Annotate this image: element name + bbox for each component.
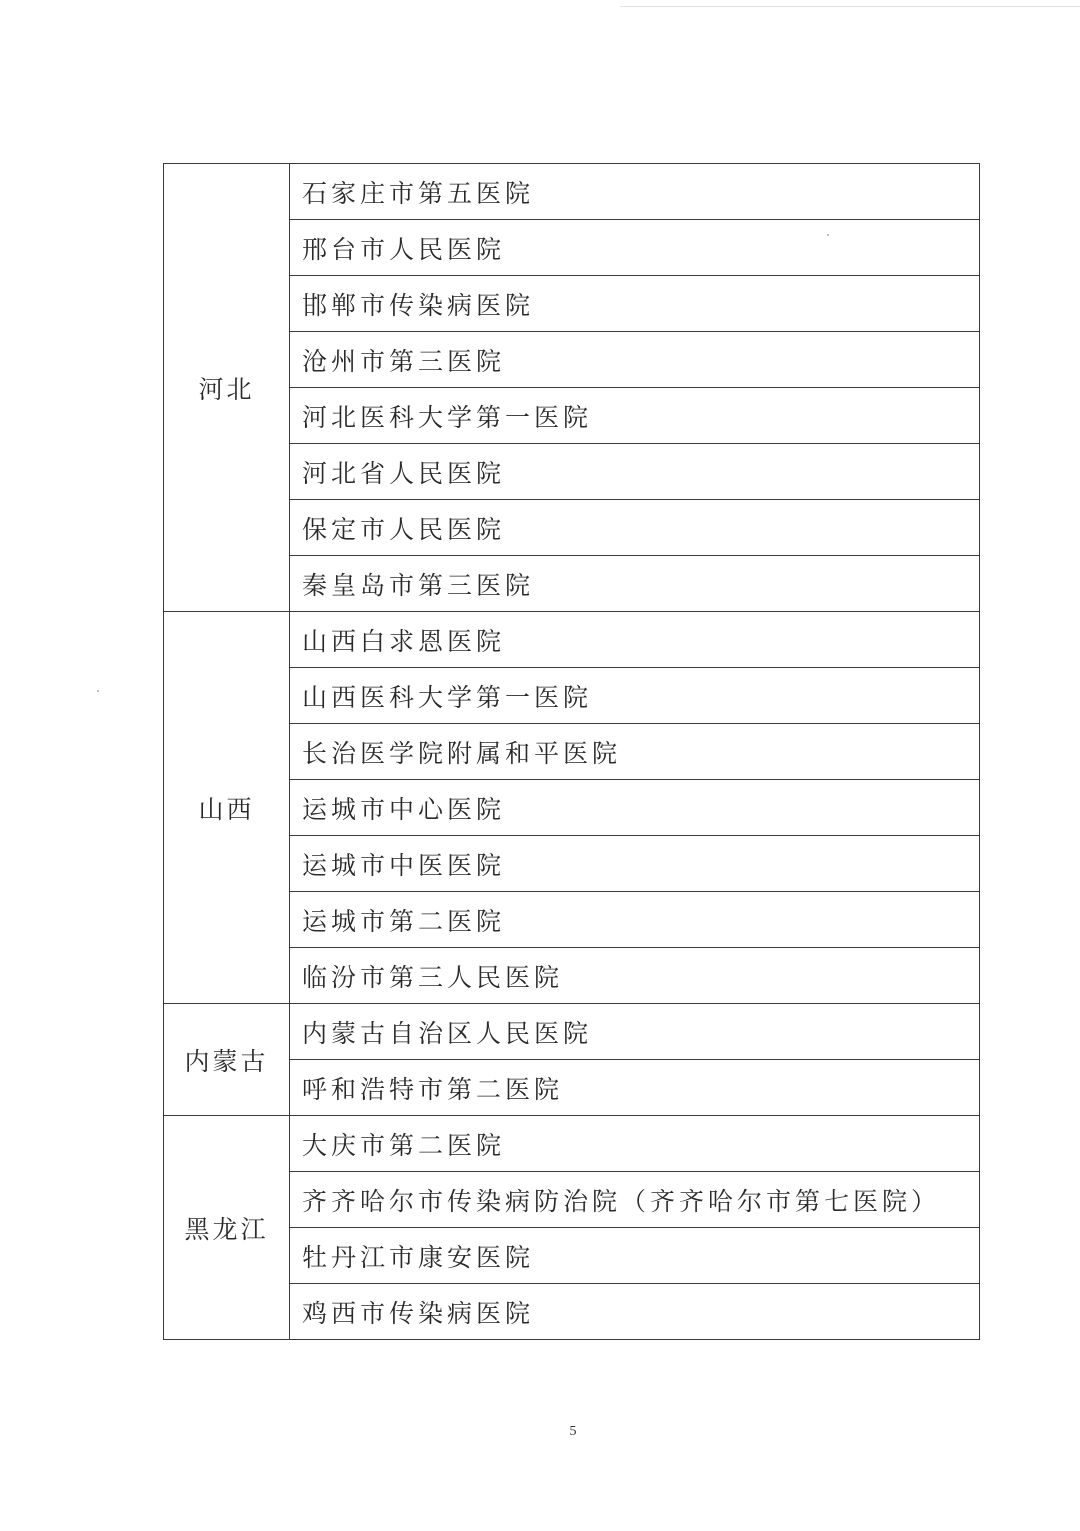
province-cell-heilongjiang: 黑龙江 — [164, 1116, 290, 1340]
hospital-name-cell: 临汾市第三人民医院 — [290, 948, 980, 1004]
hospital-name-cell: 运城市中医医院 — [290, 836, 980, 892]
hospital-name-cell: 内蒙古自治区人民医院 — [290, 1004, 980, 1060]
scan-top-edge-line — [620, 6, 1080, 7]
hospital-list-table — [163, 163, 980, 1340]
hospital-name-cell: 长治医学院附属和平医院 — [290, 724, 980, 780]
page-number: 5 — [569, 1424, 577, 1439]
hospital-name-cell: 石家庄市第五医院 — [290, 164, 980, 220]
scan-speck — [97, 690, 99, 692]
hospital-name-cell: 邯郸市传染病医院 — [290, 276, 980, 332]
table-row — [164, 1116, 980, 1172]
hospital-name-cell: 齐齐哈尔市传染病防治院（齐齐哈尔市第七医院） — [290, 1172, 980, 1228]
hospital-name-cell: 秦皇岛市第三医院 — [290, 556, 980, 612]
hospital-name-cell: 山西医科大学第一医院 — [290, 668, 980, 724]
hospital-name-cell: 大庆市第二医院 — [290, 1116, 980, 1172]
hospital-name-cell: 牡丹江市康安医院 — [290, 1228, 980, 1284]
table-row — [164, 1004, 980, 1060]
table-row — [164, 164, 980, 220]
hospital-name-cell: 山西白求恩医院 — [290, 612, 980, 668]
hospital-name-cell: 邢台市人民医院 — [290, 220, 980, 276]
hospital-name-cell: 运城市第二医院 — [290, 892, 980, 948]
province-cell-hebei: 河北 — [164, 164, 290, 612]
hospital-name-cell: 鸡西市传染病医院 — [290, 1284, 980, 1340]
table-row — [164, 612, 980, 668]
province-cell-shanxi: 山西 — [164, 612, 290, 1004]
hospital-name-cell: 河北省人民医院 — [290, 444, 980, 500]
hospital-name-cell: 河北医科大学第一医院 — [290, 388, 980, 444]
hospital-name-cell: 沧州市第三医院 — [290, 332, 980, 388]
hospital-name-cell: 呼和浩特市第二医院 — [290, 1060, 980, 1116]
province-cell-inner-mongolia: 内蒙古 — [164, 1004, 290, 1116]
hospital-name-cell: 保定市人民医院 — [290, 500, 980, 556]
hospital-name-cell: 运城市中心医院 — [290, 780, 980, 836]
